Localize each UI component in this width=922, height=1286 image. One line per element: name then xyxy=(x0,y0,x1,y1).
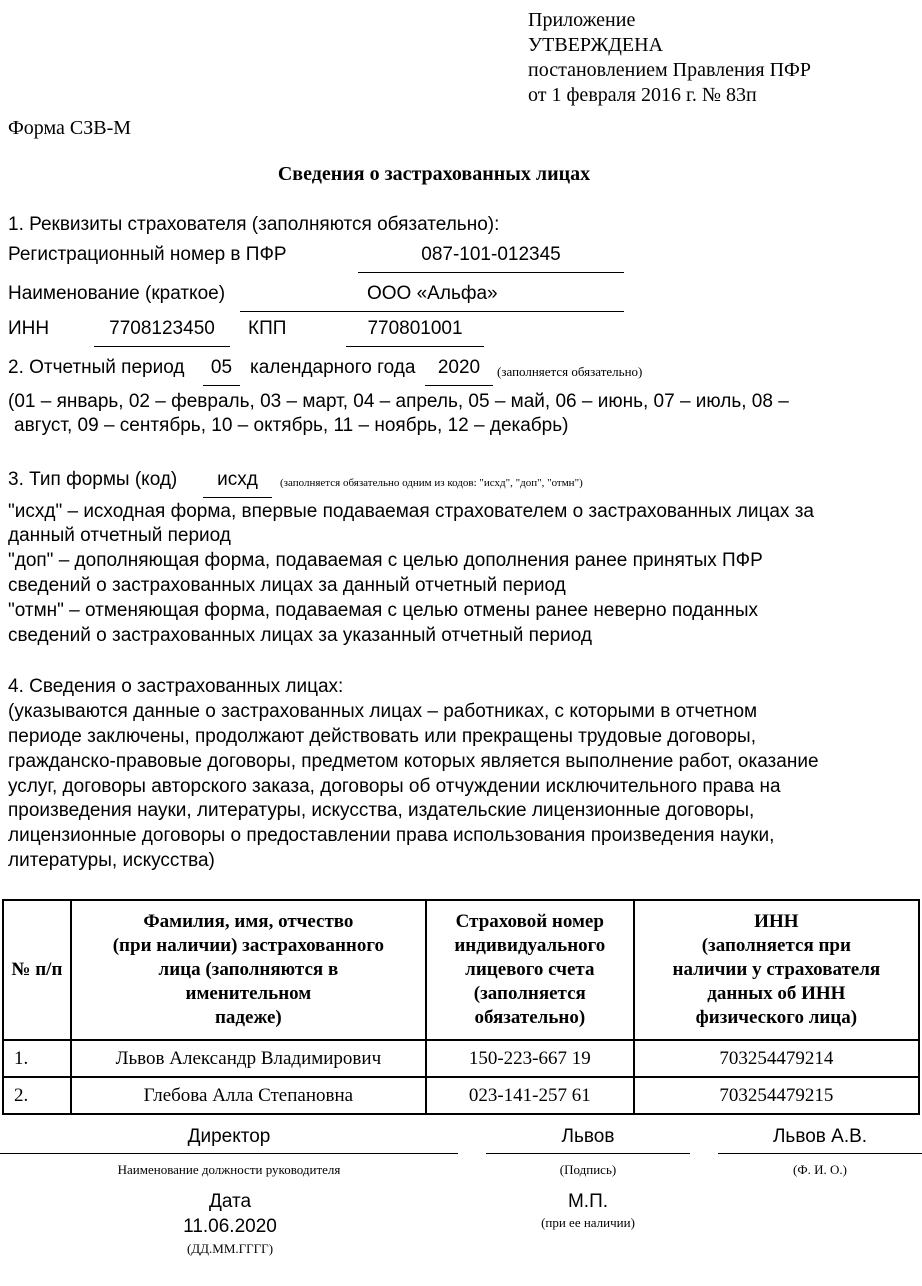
year-value: 2020 xyxy=(437,357,481,378)
section1-heading: 1. Реквизиты страхователя (заполняются обязательно): xyxy=(8,214,500,235)
date-caption: (ДД.ММ.ГГГГ) xyxy=(186,1241,274,1256)
period-underline xyxy=(203,385,240,386)
form-name: Форма СЗВ-М xyxy=(8,117,132,139)
period-label: 2. Отчетный период xyxy=(8,357,185,378)
form-type-value: исхд xyxy=(217,469,258,490)
fio-underline xyxy=(718,1153,922,1154)
kpp-value: 770801001 xyxy=(367,318,463,339)
position-value: Директор xyxy=(187,1126,271,1147)
row-snils: 023-141-257 61 xyxy=(426,1077,634,1114)
date-label: Дата xyxy=(208,1191,252,1212)
section4-line-4: услуг, договоры авторского заказа, договоры об отчуждении исключительного права на xyxy=(8,776,781,797)
inn-underline xyxy=(94,346,230,347)
form-type-desc-2: данный отчетный период xyxy=(8,525,231,546)
period-note: (заполняется обязательно) xyxy=(497,364,643,379)
period-value: 05 xyxy=(210,357,233,378)
reg-number-label: Регистрационный номер в ПФР xyxy=(8,244,287,265)
inn-label: ИНН xyxy=(8,318,50,339)
row-inn: 703254479214 xyxy=(634,1040,919,1077)
stamp-label: М.П. xyxy=(567,1191,609,1212)
col-header-fio: Фамилия, имя, отчество (при наличии) застрахованного лица (заполняются в именительном падеже) xyxy=(71,900,426,1040)
page-title: Сведения о застрахованных лицах xyxy=(277,163,591,185)
form-type-desc-4: сведений о застрахованных лицах за данный отчетный период xyxy=(8,575,566,596)
months-line-2: август, 09 – сентябрь, 10 – октябрь, 11 – ноябрь, 12 – декабрь) xyxy=(14,415,569,436)
form-type-desc-6: сведений о застрахованных лицах за указанный отчетный период xyxy=(8,625,592,646)
section4-line-7: литературы, искусства) xyxy=(8,850,215,871)
section4-line-1: (указываются данные о застрахованных лицах – работниках, с которыми в отчетном xyxy=(8,701,758,722)
form-type-note: (заполняется обязательно одним из кодов: "исхд", "доп", "отмн") xyxy=(280,477,583,489)
row-num: 1. xyxy=(3,1040,71,1077)
col-header-snils: Страховой номер индивидуального лицевого счета (заполняется обязательно) xyxy=(426,900,634,1040)
inn-value: 7708123450 xyxy=(109,318,215,339)
signature-caption: (Подпись) xyxy=(559,1162,617,1177)
form-type-label: 3. Тип формы (код) xyxy=(8,469,178,490)
stamp-caption: (при ее наличии) xyxy=(541,1215,635,1230)
form-type-desc-3: "доп" – дополняющая форма, подаваемая с целью дополнения ранее принятых ПФР xyxy=(8,550,763,571)
date-value: 11.06.2020 xyxy=(183,1216,277,1237)
header-line-2: УТВЕРЖДЕНА xyxy=(528,34,664,56)
section4-line-5: произведения науки, литературы, искусства, издательские лицензионные договоры, xyxy=(8,800,755,821)
kpp-underline xyxy=(346,346,484,347)
org-name-label: Наименование (краткое) xyxy=(8,283,226,304)
header-line-4: от 1 февраля 2016 г. № 83п xyxy=(528,84,757,106)
insured-persons-table xyxy=(2,899,920,1115)
signature-underline xyxy=(486,1153,690,1154)
fio-caption: (Ф. И. О.) xyxy=(793,1162,847,1177)
col-header-num: № п/п xyxy=(3,900,71,1040)
section4-line-3: гражданско-правовые договоры, предметом которых является выполнение работ, оказание xyxy=(8,751,819,772)
row-snils: 150-223-667 19 xyxy=(426,1040,634,1077)
table-row xyxy=(3,1040,919,1077)
org-name-underline xyxy=(240,311,624,312)
year-label: календарного года xyxy=(250,357,416,378)
row-num: 2. xyxy=(3,1077,71,1114)
year-underline xyxy=(425,385,493,386)
header-line-1: Приложение xyxy=(528,9,636,31)
table-row xyxy=(3,1077,919,1114)
months-line-1: (01 – январь, 02 – февраль, 03 – март, 04 – апрель, 05 – май, 06 – июнь, 07 – июль, 08 – xyxy=(8,391,789,412)
row-fio: Львов Александр Владимирович xyxy=(71,1040,426,1077)
table-header-row xyxy=(3,900,919,1040)
form-type-desc-5: "отмн" – отменяющая форма, подаваемая с целью отмены ранее неверно поданных xyxy=(8,600,759,621)
signature-value: Львов xyxy=(561,1126,615,1147)
form-type-desc-1: "исхд" – исходная форма, впервые подаваемая страхователем о застрахованных лицах за xyxy=(8,501,814,522)
kpp-label: КПП xyxy=(248,318,287,339)
section4-line-2: периоде заключены, продолжают действовать или прекращены трудовые договоры, xyxy=(8,726,756,747)
reg-number-value: 087-101-012345 xyxy=(421,244,561,265)
form-type-underline xyxy=(203,497,272,498)
position-underline xyxy=(0,1153,458,1154)
col-header-inn: ИНН (заполняется при наличии у страхователя данных об ИНН физического лица) xyxy=(634,900,919,1040)
row-fio: Глебова Алла Степановна xyxy=(71,1077,426,1114)
reg-number-underline xyxy=(358,272,624,273)
row-inn: 703254479215 xyxy=(634,1077,919,1114)
section4-heading: 4. Сведения о застрахованных лицах: xyxy=(8,676,344,697)
position-caption: Наименование должности руководителя xyxy=(117,1162,341,1177)
section4-line-6: лицензионные договоры о предоставлении права использования произведения науки, xyxy=(8,825,775,846)
fio-value: Львов А.В. xyxy=(772,1126,868,1147)
org-name-value: ООО «Альфа» xyxy=(367,283,498,304)
header-line-3: постановлением Правления ПФР xyxy=(528,59,811,81)
